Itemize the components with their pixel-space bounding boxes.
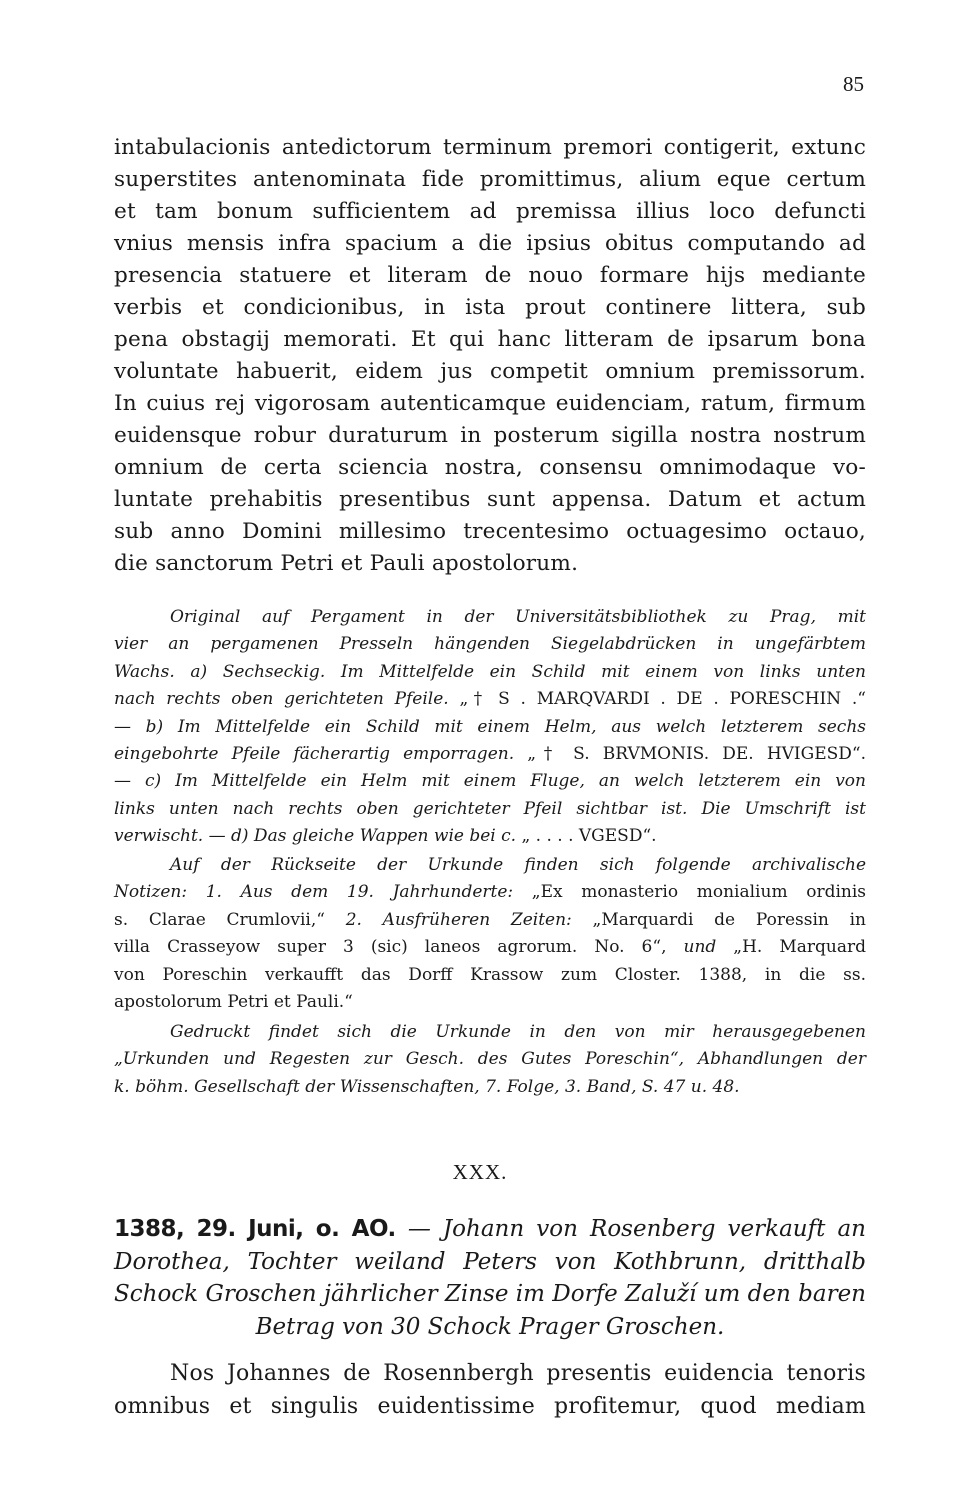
note-line — [114, 879, 866, 906]
heading-text: — Johann von Rosenberg verkauft an — [395, 1216, 866, 1242]
text-line: omnibus et singulis euidentissime profitemur, quod mediam — [114, 1394, 866, 1419]
heading-line: Schock Groschen jährlicher Zinse im Dorfe Zaluží um den baren — [114, 1281, 866, 1307]
heading-line: Betrag von 30 Schock Prager Groschen. — [255, 1313, 725, 1340]
note-italic: und — [683, 937, 717, 958]
charter-text — [114, 132, 866, 580]
text-line: superstites antenominata fide promittimus, alium eque certum — [114, 167, 866, 192]
note-italic: nach rechts oben gerichteten Pfeile. — [114, 689, 449, 710]
note-line — [114, 741, 866, 768]
note-roman: „H. Marquard — [716, 937, 866, 958]
heading-line — [114, 1213, 866, 1246]
note-italic: eingebohrte Pfeile fächerartig emporragen. — [114, 744, 515, 765]
note-roman: villa Crasseyow super 3 (sic) laneos agrorum. No. 6“, — [114, 937, 684, 958]
text-line: Nos Johannes de Rosennbergh presentis euidencia tenoris — [170, 1361, 866, 1386]
note-line: Wachs. a) Sechseckig. Im Mittelfelde ein Schild mit einem von links unten — [114, 661, 866, 682]
note-line — [114, 907, 866, 934]
text-line: luntate prehabitis presentibus sunt appensa. Datum et actum — [114, 487, 866, 512]
note-line: — c) Im Mittelfelde ein Helm mit einem Fluge, an welch letzterem ein von — [114, 771, 866, 792]
note-line: von Poreschin verkaufft das Dorff Krassow zum Closter. 1388, in die ss. — [114, 964, 866, 985]
note-line: k. böhm. Gesellschaft der Wissenschaften, 7. Folge, 3. Band, S. 47 u. 48. — [114, 1076, 740, 1097]
section-number: XXX. — [452, 1160, 508, 1184]
text-line: verbis et condicionibus, in ista prout continere littera, sub — [114, 295, 866, 320]
charter-date: 1388, 29. Juni, o. AO. — [114, 1216, 396, 1242]
text-line: pena obstagij memorati. Et qui hanc litteram de ipsarum bona — [114, 327, 866, 352]
footnote-printed — [114, 1019, 866, 1101]
page-number: 85 — [843, 72, 864, 96]
text-line: et tam bonum sufficientem ad premissa illius loco defuncti — [114, 199, 866, 224]
note-line: vier an pergamenen Presseln hängenden Siegelabdrücken in ungefärbtem — [114, 634, 866, 655]
text-line: voluntate habuerit, eidem jus competit omnium premissorum. — [114, 359, 866, 384]
heading-line: Dorothea, Tochter weiland Peters von Kothbrunn, dritthalb — [114, 1248, 866, 1275]
charter-text-2 — [114, 1357, 866, 1423]
text-line: euidensque robur duraturum in posterum sigilla nostra nostrum — [114, 423, 866, 448]
footnote-reverse — [114, 852, 866, 1016]
seal-inscription: „ . . . . VGESD“. — [516, 826, 657, 847]
text-line: In cuius rej vigorosam autenticamque euidenciam, ratum, firmum — [114, 391, 866, 416]
note-roman: „Ex monasterio monialium ordinis — [513, 882, 866, 903]
seal-inscription: „† S. BRVMONIS. DE. HVIGESD“. — [514, 744, 867, 765]
note-line — [114, 686, 866, 713]
regest-heading — [114, 1213, 866, 1343]
note-line: Original auf Pergament in der Universitätsbibliothek zu Prag, mit — [170, 607, 866, 627]
note-line: Auf der Rückseite der Urkunde finden sich folgende archivalische — [170, 855, 866, 875]
text-line: sub anno Domini millesimo trecentesimo octuagesimo octauo, — [114, 519, 866, 544]
note-line: links unten nach rechts oben gerichteter Pfeil sichtbar ist. Die Umschrift ist — [114, 798, 866, 819]
text-line: vnius mensis infra spacium a die ipsius obitus computando ad — [114, 231, 866, 256]
footnote-seals — [114, 604, 866, 851]
note-italic: 2. Ausfrüheren Zeiten: — [345, 909, 572, 930]
text-line: die sanctorum Petri et Pauli apostolorum. — [114, 551, 579, 576]
note-italic: verwischt. — d) Das gleiche Wappen wie bei c. — [114, 826, 517, 847]
note-line — [114, 823, 866, 850]
text-line: presencia statuere et literam de nouo formare hijs mediante — [114, 263, 866, 288]
note-roman: s. Clarae Crumlovii,“ — [114, 909, 346, 930]
text-line: intabulacionis antedictorum terminum premori contigerit, extunc — [114, 135, 866, 160]
note-line — [114, 934, 866, 961]
note-line: — b) Im Mittelfelde ein Schild mit einem Helm, aus welch letzterem sechs — [114, 716, 866, 737]
note-line: „Urkunden und Regesten zur Gesch. des Gutes Poreschin“, Abhandlungen der — [114, 1049, 866, 1070]
text-line: omnium de certa sciencia nostra, consensu omnimodaque vo- — [114, 455, 866, 480]
note-line: Gedruckt findet sich die Urkunde in den von mir herausgegebenen — [170, 1022, 866, 1042]
note-italic: Notizen: 1. Aus dem 19. Jahrhunderte: — [114, 882, 514, 903]
note-roman: „Marquardi de Poressin in — [571, 909, 866, 930]
seal-inscription: „† S . MARQVARDI . DE . PORESCHIN .“ — [448, 689, 866, 710]
note-line: apostolorum Petri et Pauli.“ — [114, 992, 353, 1013]
